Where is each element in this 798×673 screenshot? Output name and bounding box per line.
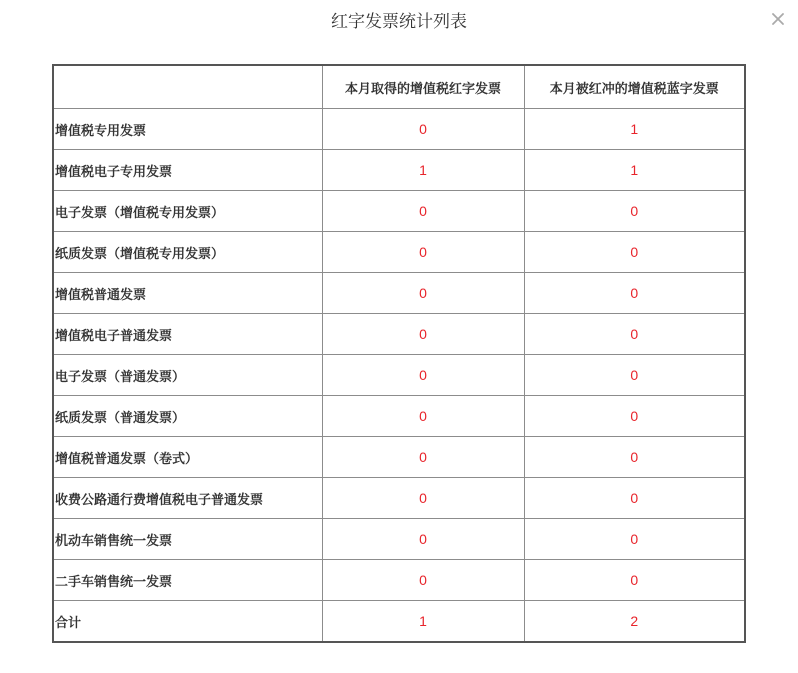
- invoice-type-label: 增值税普通发票: [53, 273, 322, 314]
- header-red-received: 本月取得的增值税红字发票: [322, 65, 524, 109]
- red-received-count: 0: [322, 191, 524, 232]
- blue-offset-count: 1: [524, 109, 745, 150]
- invoice-type-label: 收费公路通行费增值税电子普通发票: [53, 478, 322, 519]
- red-received-count: 0: [322, 273, 524, 314]
- invoice-type-label: 纸质发票（普通发票）: [53, 396, 322, 437]
- blue-offset-count: 0: [524, 191, 745, 232]
- red-received-count: 1: [322, 601, 524, 643]
- red-received-count: 0: [322, 478, 524, 519]
- red-received-count: 0: [322, 109, 524, 150]
- table-row: [53, 478, 745, 519]
- invoice-type-label: 机动车销售统一发票: [53, 519, 322, 560]
- blue-offset-count: 1: [524, 150, 745, 191]
- stats-table-container: [52, 64, 744, 643]
- header-invoice-type: [53, 65, 322, 109]
- blue-offset-count: 0: [524, 478, 745, 519]
- red-received-count: 0: [322, 560, 524, 601]
- invoice-type-label: 电子发票（普通发票）: [53, 355, 322, 396]
- table-header-row: [53, 65, 745, 109]
- table-row: [53, 150, 745, 191]
- blue-offset-count: 0: [524, 273, 745, 314]
- red-received-count: 0: [322, 355, 524, 396]
- red-received-count: 0: [322, 314, 524, 355]
- red-invoice-stats-table: [52, 64, 746, 643]
- table-row: [53, 437, 745, 478]
- blue-offset-count: 0: [524, 560, 745, 601]
- invoice-type-label: 纸质发票（增值税专用发票）: [53, 232, 322, 273]
- table-row: [53, 560, 745, 601]
- blue-offset-count: 0: [524, 314, 745, 355]
- close-button[interactable]: [768, 9, 788, 29]
- red-received-count: 1: [322, 150, 524, 191]
- red-received-count: 0: [322, 437, 524, 478]
- invoice-type-label: 二手车销售统一发票: [53, 560, 322, 601]
- table-row: [53, 519, 745, 560]
- table-total-row: [53, 601, 745, 643]
- blue-offset-count: 2: [524, 601, 745, 643]
- blue-offset-count: 0: [524, 519, 745, 560]
- invoice-type-label: 增值税电子普通发票: [53, 314, 322, 355]
- table-row: [53, 191, 745, 232]
- blue-offset-count: 0: [524, 437, 745, 478]
- invoice-type-label: 合计: [53, 601, 322, 643]
- table-row: [53, 355, 745, 396]
- table-row: [53, 314, 745, 355]
- table-row: [53, 396, 745, 437]
- blue-offset-count: 0: [524, 355, 745, 396]
- invoice-type-label: 增值税普通发票（卷式）: [53, 437, 322, 478]
- invoice-type-label: 增值税专用发票: [53, 109, 322, 150]
- invoice-type-label: 增值税电子专用发票: [53, 150, 322, 191]
- close-icon: [768, 9, 788, 29]
- blue-offset-count: 0: [524, 232, 745, 273]
- dialog-title: 红字发票统计列表: [331, 12, 467, 31]
- red-received-count: 0: [322, 232, 524, 273]
- red-received-count: 0: [322, 519, 524, 560]
- table-row: [53, 109, 745, 150]
- header-blue-offset: 本月被红冲的增值税蓝字发票: [524, 65, 745, 109]
- invoice-type-label: 电子发票（增值税专用发票）: [53, 191, 322, 232]
- blue-offset-count: 0: [524, 396, 745, 437]
- table-row: [53, 232, 745, 273]
- red-received-count: 0: [322, 396, 524, 437]
- table-row: [53, 273, 745, 314]
